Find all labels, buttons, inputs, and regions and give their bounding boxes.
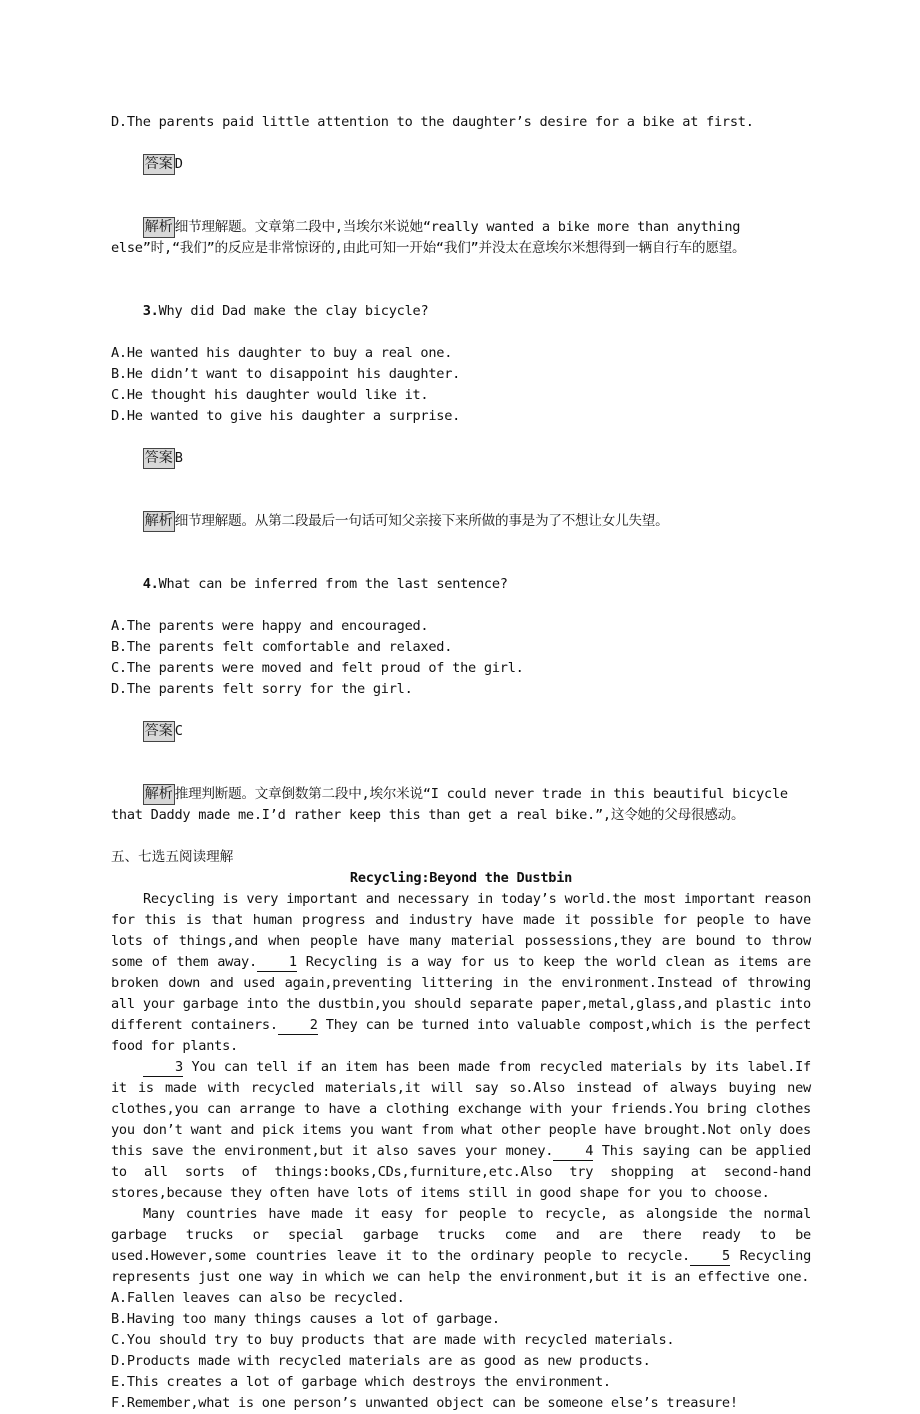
q3-number: 3. bbox=[142, 303, 159, 319]
q4-question-row bbox=[111, 553, 811, 616]
q3-analysis-row bbox=[111, 490, 811, 553]
answer-label: 答案 bbox=[143, 448, 175, 469]
paragraph-text: This saying can be applied to all sorts of things:books,CDs,furniture,etc.Also try shopping at second-hand stores,because they often have lots of items still in good shape for you to choose. bbox=[111, 1143, 811, 1201]
section-heading: 五、七选五阅读理解 bbox=[111, 849, 234, 865]
q3-answer-row bbox=[111, 427, 811, 490]
paragraph-text: They can be turned into valuable compost,which is the perfect food for plants. bbox=[111, 1017, 811, 1054]
q3-option-b: B.He didn’t want to disappoint his daughter. bbox=[111, 366, 461, 382]
choice-f: F.Remember,what is one person’s unwanted object can be someone else’s treasure! bbox=[111, 1395, 738, 1411]
q2-answer-row bbox=[111, 133, 811, 196]
choice-a: A.Fallen leaves can also be recycled. bbox=[111, 1290, 405, 1306]
q3-question-row bbox=[111, 280, 811, 343]
blank-4: 4 bbox=[553, 1142, 593, 1161]
q3-analysis: 细节理解题。从第二段最后一句话可知父亲接下来所做的事是为了不想让女儿失望。 bbox=[174, 513, 669, 529]
q4-analysis-row bbox=[111, 763, 811, 847]
blank-1: 1 bbox=[257, 953, 297, 972]
q4-analysis: 推理判断题。文章倒数第二段中,埃尔米说“I could never trade in this beautiful bicycle that Daddy made me.I’d rather keep this than get a real bike.”,这令她的父母很感动。 bbox=[111, 786, 796, 823]
q4-option-b: B.The parents felt comfortable and relaxed. bbox=[111, 639, 453, 655]
choice-d: D.Products made with recycled materials are as good as new products. bbox=[111, 1353, 651, 1369]
choice-c: C.You should try to buy products that are made with recycled materials. bbox=[111, 1332, 675, 1348]
document-page bbox=[111, 112, 811, 1414]
q4-option-d: D.The parents felt sorry for the girl. bbox=[111, 681, 413, 697]
q4-option-c: C.The parents were moved and felt proud of the girl. bbox=[111, 660, 524, 676]
analysis-label: 解析 bbox=[143, 511, 175, 532]
passage-paragraph-2 bbox=[111, 1057, 811, 1204]
q2-analysis: 细节理解题。文章第二段中,当埃尔米说她“really wanted a bike more than anything else”时,“我们”的反应是非常惊讶的,由此可知一开始“我们”并没太在意埃尔米想得到一辆自行车的愿望。 bbox=[111, 219, 749, 256]
q3-option-c: C.He thought his daughter would like it. bbox=[111, 387, 429, 403]
q3-option-a: A.He wanted his daughter to buy a real one. bbox=[111, 345, 453, 361]
q2-analysis-row bbox=[111, 196, 811, 280]
choice-e: E.This creates a lot of garbage which destroys the environment. bbox=[111, 1374, 611, 1390]
q4-number: 4. bbox=[142, 576, 159, 592]
passage-paragraph-3 bbox=[111, 1204, 811, 1288]
q4-answer-row bbox=[111, 700, 811, 763]
q3-question: Why did Dad make the clay bicycle? bbox=[158, 303, 429, 319]
q2-option-d: D.The parents paid little attention to the daughter’s desire for a bike at first. bbox=[111, 114, 754, 130]
answer-label: 答案 bbox=[143, 721, 175, 742]
paragraph-text: Recycling is a way for us to keep the world clean as items are broken down and used again,preventing littering in the environment.Instead of throwing all your garbage into the dustbin,you should separate paper,metal,glass,and plastic into different containers. bbox=[111, 954, 811, 1033]
blank-5: 5 bbox=[690, 1247, 730, 1266]
blank-2: 2 bbox=[278, 1016, 318, 1035]
paragraph-text: You can tell if an item has been made from recycled materials by its label.If it is made with recycled materials,it will say so.Also instead of always buying new clothes,you can arrange to have a clothing exchange with your friends.You bring clothes you don’t want and pick items you want from what other people have brought.Not only does this save the environment,but it also saves your money. bbox=[111, 1059, 811, 1159]
q2-answer: D bbox=[174, 156, 183, 172]
q4-option-a: A.The parents were happy and encouraged. bbox=[111, 618, 429, 634]
analysis-label: 解析 bbox=[143, 217, 175, 238]
blank-3: 3 bbox=[143, 1058, 183, 1077]
choice-b: B.Having too many things causes a lot of garbage. bbox=[111, 1311, 500, 1327]
analysis-label: 解析 bbox=[143, 784, 175, 805]
passage-paragraph-1 bbox=[111, 889, 811, 1057]
q3-answer: B bbox=[174, 450, 183, 466]
paragraph-text: Recycling represents just one way in which we can help the environment,but it is an effective one. bbox=[111, 1248, 812, 1285]
q3-option-d: D.He wanted to give his daughter a surprise. bbox=[111, 408, 461, 424]
answer-label: 答案 bbox=[143, 154, 175, 175]
paragraph-text: Recycling is very important and necessary in today’s world.the most important reason for this is that human progress and industry have made it possible for people to have lots of things,and when people have many material possessions,they are bound to throw some of them away. bbox=[111, 891, 811, 970]
q4-question: What can be inferred from the last sentence? bbox=[158, 576, 508, 592]
passage-title: Recycling:Beyond the Dustbin bbox=[349, 870, 573, 886]
paragraph-text: Many countries have made it easy for people to recycle, as alongside the normal garbage trucks or special garbage trucks come and are there ready to be used.However,some countries leave it to the ordinary people to recycle. bbox=[111, 1206, 811, 1264]
q4-answer: C bbox=[174, 723, 183, 739]
